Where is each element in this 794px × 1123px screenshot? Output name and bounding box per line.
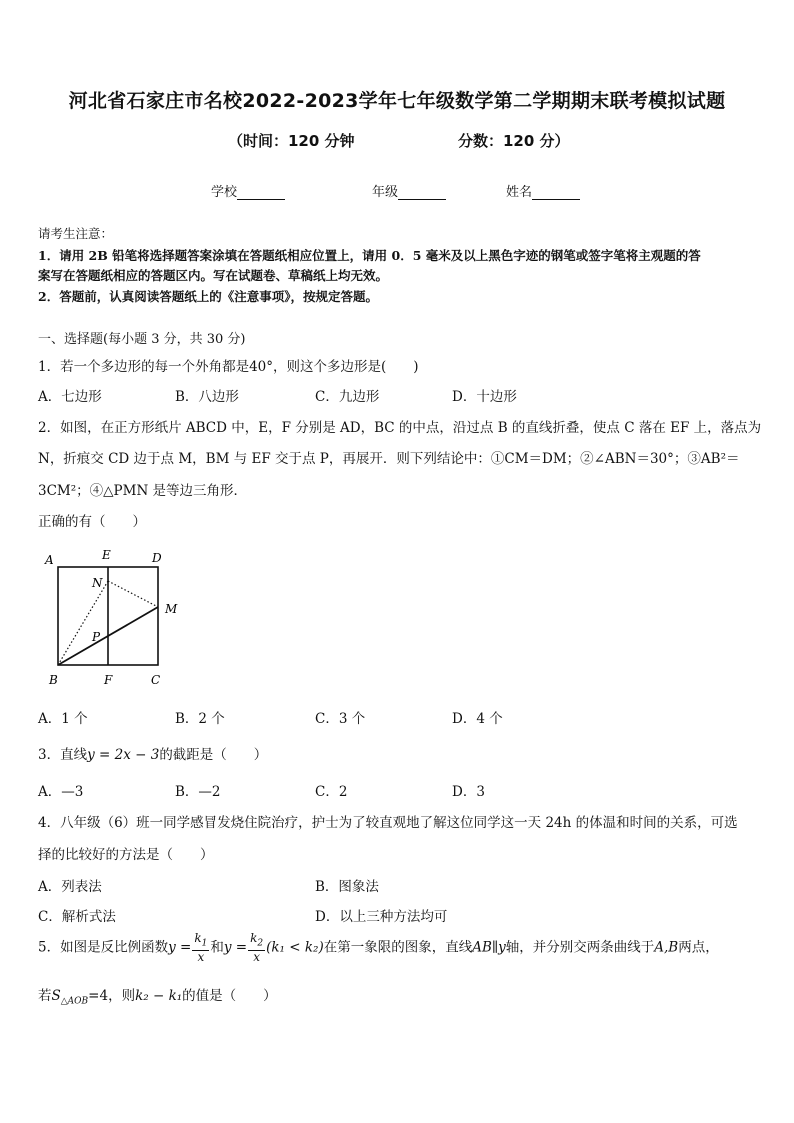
q5-k1-sub: 1 bbox=[201, 938, 208, 949]
q1-option-a: A．七边形 bbox=[38, 389, 102, 405]
q3-stem-prefix: 3．直线 bbox=[38, 747, 88, 763]
q4-option-d: D．以上三种方法均可 bbox=[315, 909, 448, 925]
q3-option-d: D．3 bbox=[452, 784, 485, 800]
label-m: M bbox=[165, 602, 178, 616]
q2-stem-line4: 正确的有（ ） bbox=[38, 514, 146, 530]
page-title: 河北省石家庄市名校2022-2023学年七年级数学第二学期期末联考模拟试题 bbox=[68, 90, 726, 112]
q5-and: 和 bbox=[210, 939, 224, 956]
q2-stem-line1: 2．如图，在正方形纸片 ABCD 中，E，F 分别是 AD，BC 的中点，沿过点 B 的直线折叠，使点 C 落在 EF 上，落点为 bbox=[38, 420, 762, 436]
label-b: B bbox=[49, 673, 58, 687]
q4-stem-line2: 择的比较好的方法是（ ） bbox=[38, 847, 214, 863]
q5-middle: 在第一象限的图象，直线 bbox=[323, 939, 473, 956]
q2-stem-line2: N，折痕交 CD 边于点 M，BM 与 EF 交于点 P，再展开．则下列结论中：①CM＝DM；②∠ABN＝30°；③AB²＝ bbox=[38, 451, 740, 467]
notes-heading: 请考生注意： bbox=[38, 226, 114, 241]
q4-option-b: B．图象法 bbox=[315, 879, 379, 895]
q5-area-symbol: S bbox=[51, 988, 61, 1004]
square-fold-figure bbox=[40, 545, 190, 695]
q1-option-d: D．十边形 bbox=[452, 389, 517, 405]
score-label: 分数：120 分） bbox=[458, 132, 570, 150]
q1-stem: 1．若一个多边形的每一个外角都是40°，则这个多边形是( ) bbox=[38, 359, 419, 375]
label-d: D bbox=[152, 551, 162, 565]
label-f: F bbox=[104, 673, 113, 687]
q5-area-sub: △AOB bbox=[60, 996, 89, 1007]
q5-line2-prefix: 若 bbox=[38, 988, 52, 1004]
notes-line1a: 1．请用 2B 铅笔将选择题答案涂填在答题纸相应位置上，请用 0．5 毫米及以上黑色字迹的钢笔或签字笔将主观题的答 bbox=[38, 248, 701, 263]
q5-fraction-1 bbox=[192, 932, 209, 964]
school-blank bbox=[237, 186, 285, 200]
grade-field bbox=[372, 181, 446, 200]
q4-option-a: A．列表法 bbox=[38, 879, 102, 895]
school-label: 学校 bbox=[211, 185, 238, 200]
label-c: C bbox=[151, 673, 161, 687]
q5-k2: k bbox=[250, 931, 258, 945]
label-e: E bbox=[102, 548, 111, 562]
q3-option-b: B．—2 bbox=[175, 784, 221, 800]
q1-option-b: B．八边形 bbox=[175, 389, 239, 405]
label-a: A bbox=[45, 553, 54, 567]
q2-option-c: C．3 个 bbox=[315, 711, 366, 727]
q3-line-equation: y = 2x − 3 bbox=[87, 747, 160, 763]
q5-y-eq-2: y = bbox=[223, 939, 248, 956]
q2-option-a: A．1 个 bbox=[38, 711, 88, 727]
time-label: （时间：120 分钟 bbox=[228, 132, 355, 150]
notes-line1b: 案写在答题纸相应的答题区内。写在试题卷、草稿纸上均无效。 bbox=[38, 268, 389, 283]
q2-option-b: B．2 个 bbox=[175, 711, 225, 727]
q5-stem-line1 bbox=[38, 932, 719, 964]
grade-label: 年级 bbox=[372, 185, 399, 200]
q2-stem-line3: 3CM²；④△PMN 是等边三角形． bbox=[38, 483, 248, 499]
dotted-bn bbox=[58, 581, 108, 665]
q5-area-value: =4 bbox=[88, 988, 109, 1004]
grade-blank bbox=[398, 186, 446, 200]
q4-option-c: C．解析式法 bbox=[38, 909, 116, 925]
q5-difference: k₂ − k₁ bbox=[135, 988, 183, 1004]
name-field bbox=[506, 181, 580, 200]
name-blank bbox=[532, 186, 580, 200]
q2-option-d: D．4 个 bbox=[452, 711, 503, 727]
q1-option-c: C．九边形 bbox=[315, 389, 380, 405]
school-field bbox=[211, 181, 285, 200]
q5-suffix: 轴，并分别交两条曲线于 bbox=[505, 939, 655, 956]
q5-fraction-2 bbox=[248, 932, 265, 964]
q5-points: A,B bbox=[654, 939, 679, 956]
dotted-nm bbox=[108, 581, 158, 607]
q5-k1: k bbox=[194, 931, 202, 945]
q5-line2-mid: ，则 bbox=[108, 988, 136, 1004]
notes-line2: 2．答题前，认真阅读答题纸上的《注意事项》，按规定答题。 bbox=[38, 289, 378, 304]
q5-condition: (k₁ < k₂) bbox=[266, 939, 324, 956]
q5-y-eq-1: y = bbox=[168, 939, 192, 956]
q3-stem-suffix: 的截距是（ ） bbox=[159, 747, 268, 763]
q5-stem-line2 bbox=[38, 984, 277, 1007]
q5-prefix: 5．如图是反比例函数 bbox=[38, 939, 169, 956]
q3-option-c: C．2 bbox=[315, 784, 348, 800]
q3-option-a: A．—3 bbox=[38, 784, 84, 800]
q5-line2-end: 的值是（ ） bbox=[182, 988, 277, 1004]
section-heading: 一、选择题(每小题 3 分，共 30 分) bbox=[38, 332, 246, 347]
q5-k2-sub: 2 bbox=[257, 938, 264, 949]
label-n: N bbox=[92, 576, 103, 590]
q5-x-2: x bbox=[253, 950, 260, 965]
q3-stem bbox=[38, 743, 267, 763]
q5-x-1: x bbox=[197, 950, 205, 965]
q5-ab-parallel: AB∥y bbox=[472, 939, 506, 956]
q5-end: 两点， bbox=[678, 939, 719, 956]
name-label: 姓名 bbox=[506, 185, 533, 200]
label-p: P bbox=[92, 630, 101, 644]
q4-stem-line1: 4．八年级（6）班一同学感冒发烧住院治疗，护士为了较直观地了解这位同学这一天 24h 的体温和时间的关系，可选 bbox=[38, 815, 738, 831]
